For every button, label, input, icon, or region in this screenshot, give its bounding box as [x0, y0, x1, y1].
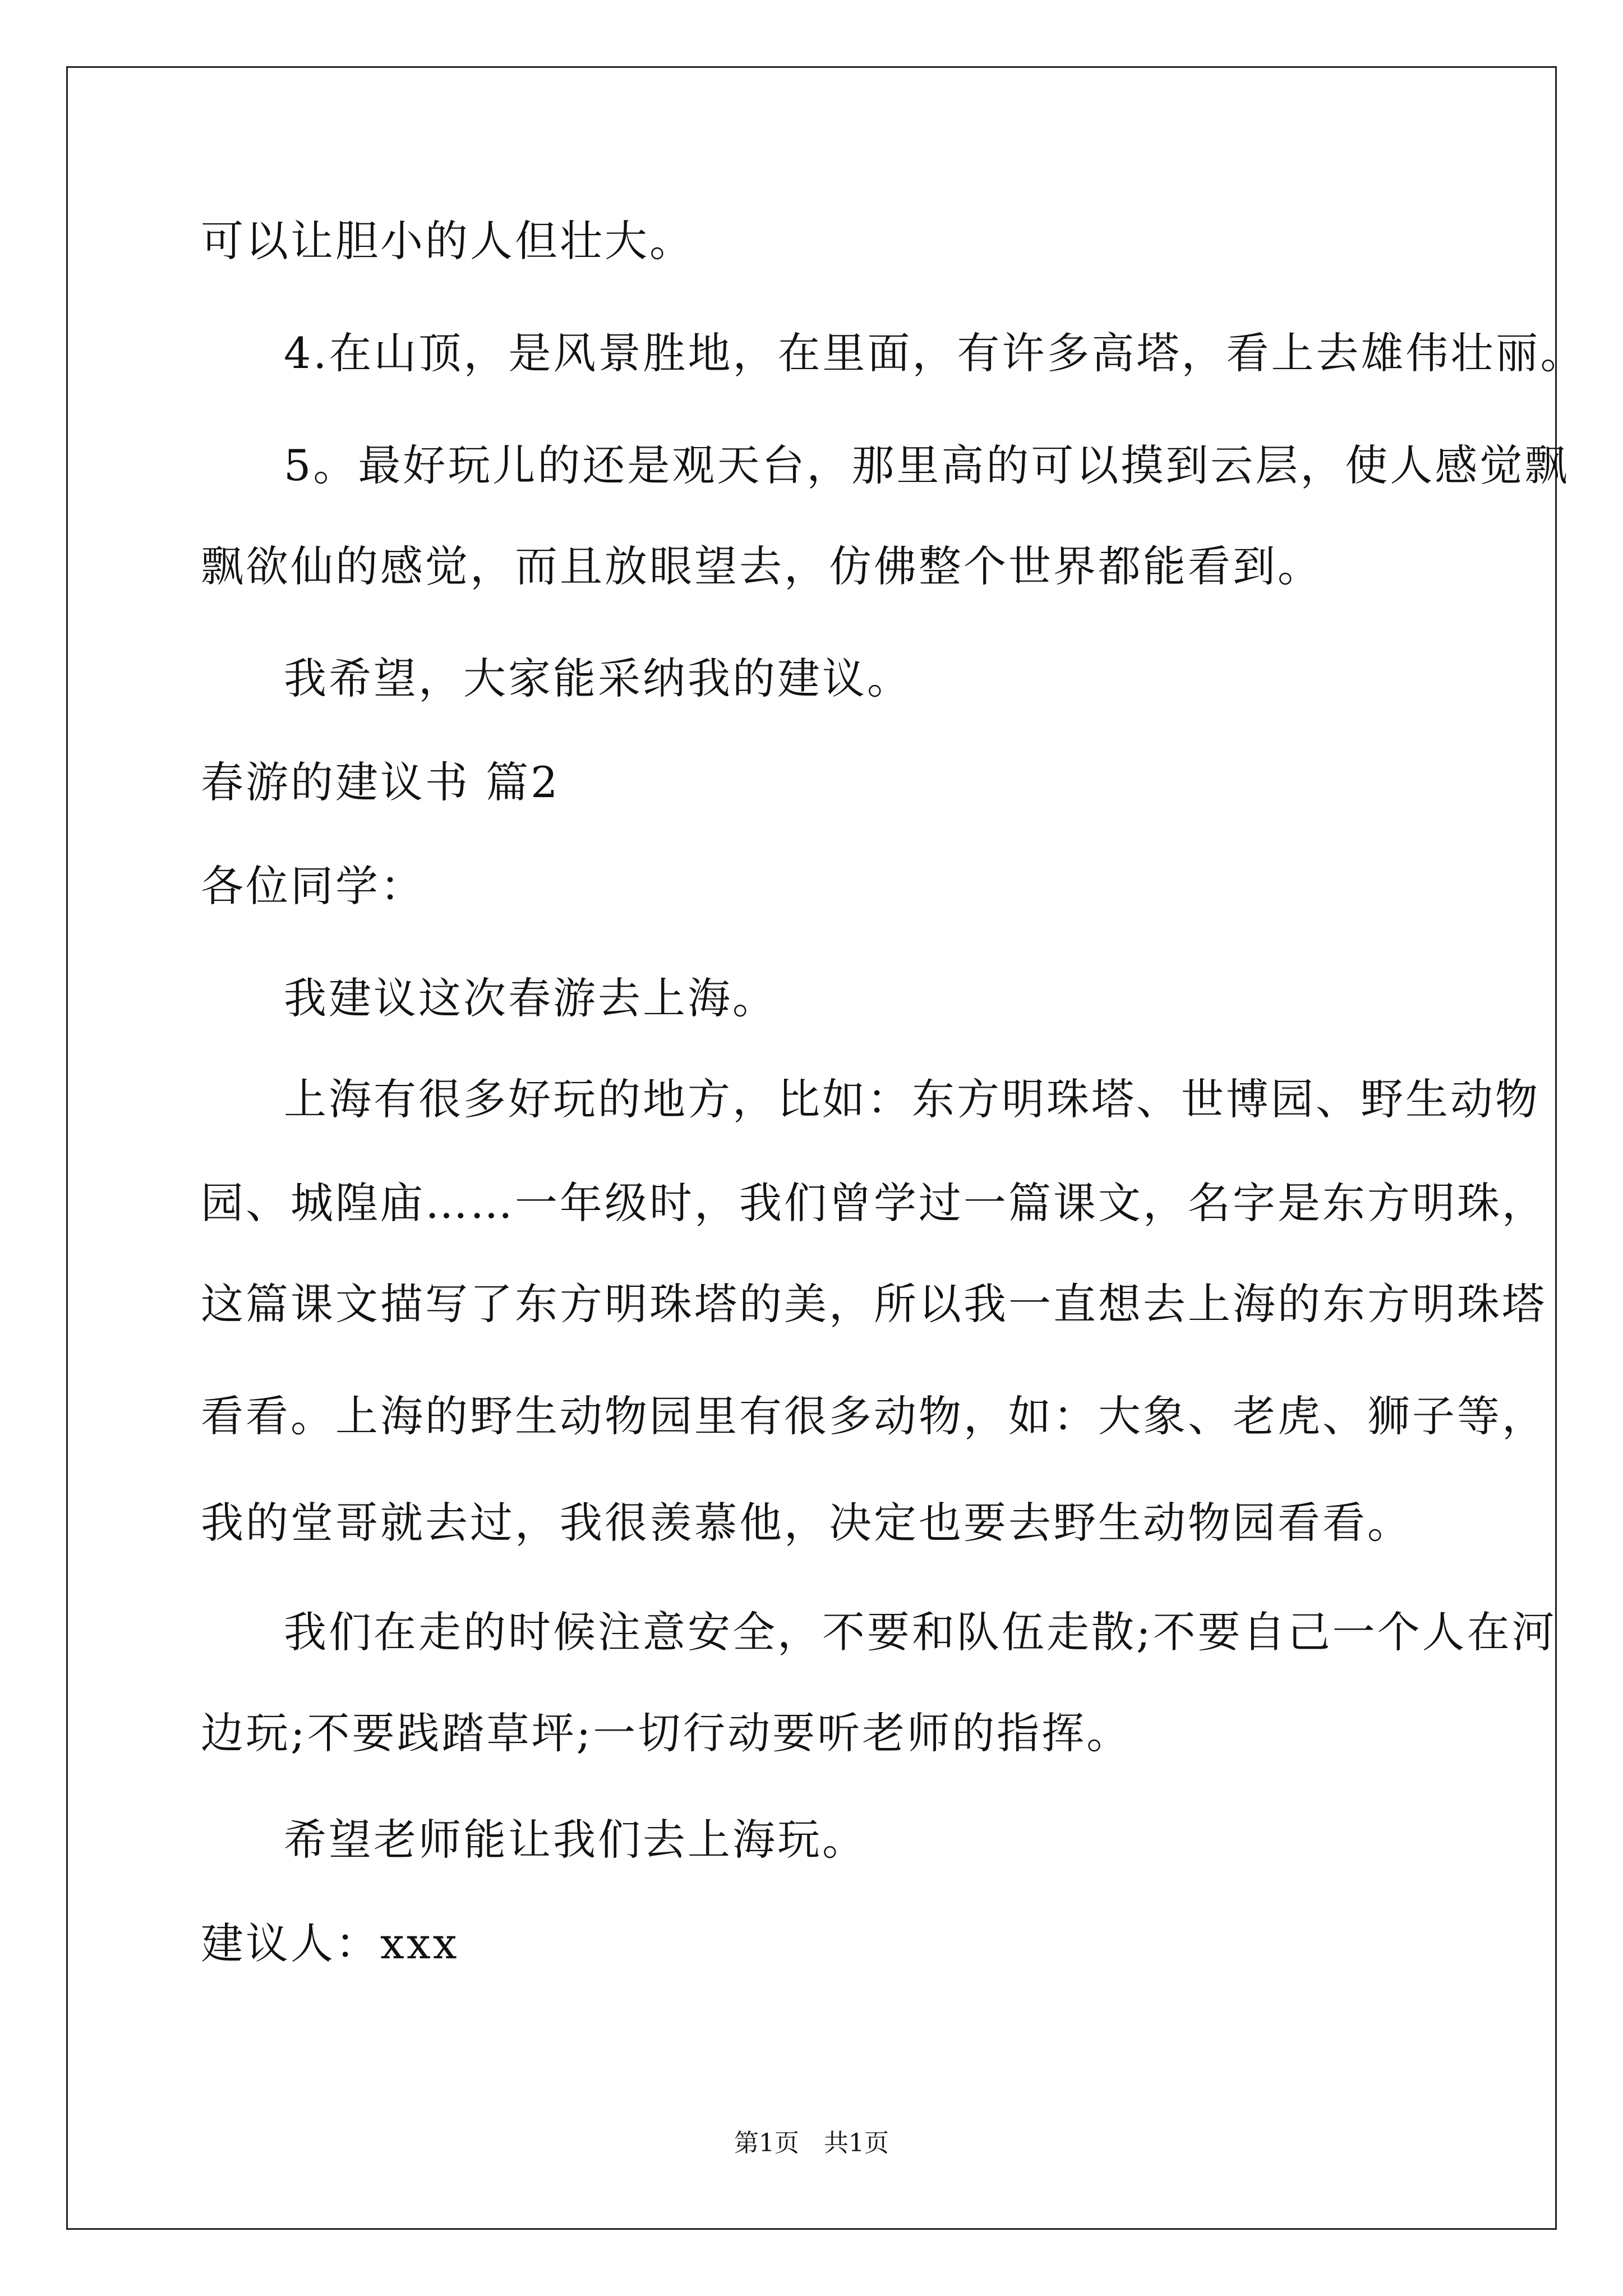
paragraph-line: 看看。上海的野生动物园里有很多动物，如：大象、老虎、狮子等， [201, 1391, 1547, 1441]
paragraph-line: 我建议这次春游去上海。 [284, 973, 777, 1023]
page-frame [66, 66, 1557, 2230]
paragraph-line: 4.在山顶，是风景胜地，在里面，有许多高塔，看上去雄伟壮丽。 [284, 328, 1585, 378]
paragraph-line: 我的堂哥就去过，我很羡慕他，决定也要去野生动物园看看。 [201, 1498, 1412, 1548]
page-footer [0, 2127, 1623, 2160]
paragraph-line: 可以让胆小的人但壮大。 [201, 216, 694, 266]
signature-line: 建议人：xxx [201, 1918, 459, 1968]
salutation: 各位同学： [201, 861, 425, 911]
paragraph-line: 希望老师能让我们去上海玩。 [284, 1815, 867, 1865]
paragraph-line: 上海有很多好玩的地方，比如：东方明珠塔、世博园、野生动物 [284, 1074, 1540, 1124]
page-number: 第1页 [734, 2129, 799, 2157]
page-total: 共1页 [824, 2129, 889, 2157]
paragraph-line: 5。最好玩儿的还是观天台，那里高的可以摸到云层，使人感觉飘 [284, 440, 1570, 490]
paragraph-line: 飘欲仙的感觉，而且放眼望去，仿佛整个世界都能看到。 [201, 541, 1322, 591]
paragraph-line: 这篇课文描写了东方明珠塔的美，所以我一直想去上海的东方明珠塔 [201, 1279, 1547, 1329]
paragraph-line: 园、城隍庙……一年级时，我们曾学过一篇课文，名字是东方明珠， [201, 1178, 1547, 1228]
paragraph-line: 边玩;不要践踏草坪;一切行动要听老师的指挥。 [201, 1708, 1132, 1758]
paragraph-line: 我们在走的时候注意安全，不要和队伍走散;不要自己一个人在河 [284, 1607, 1557, 1657]
section-heading: 春游的建议书 篇2 [201, 757, 560, 807]
paragraph-line: 我希望，大家能采纳我的建议。 [284, 654, 912, 703]
